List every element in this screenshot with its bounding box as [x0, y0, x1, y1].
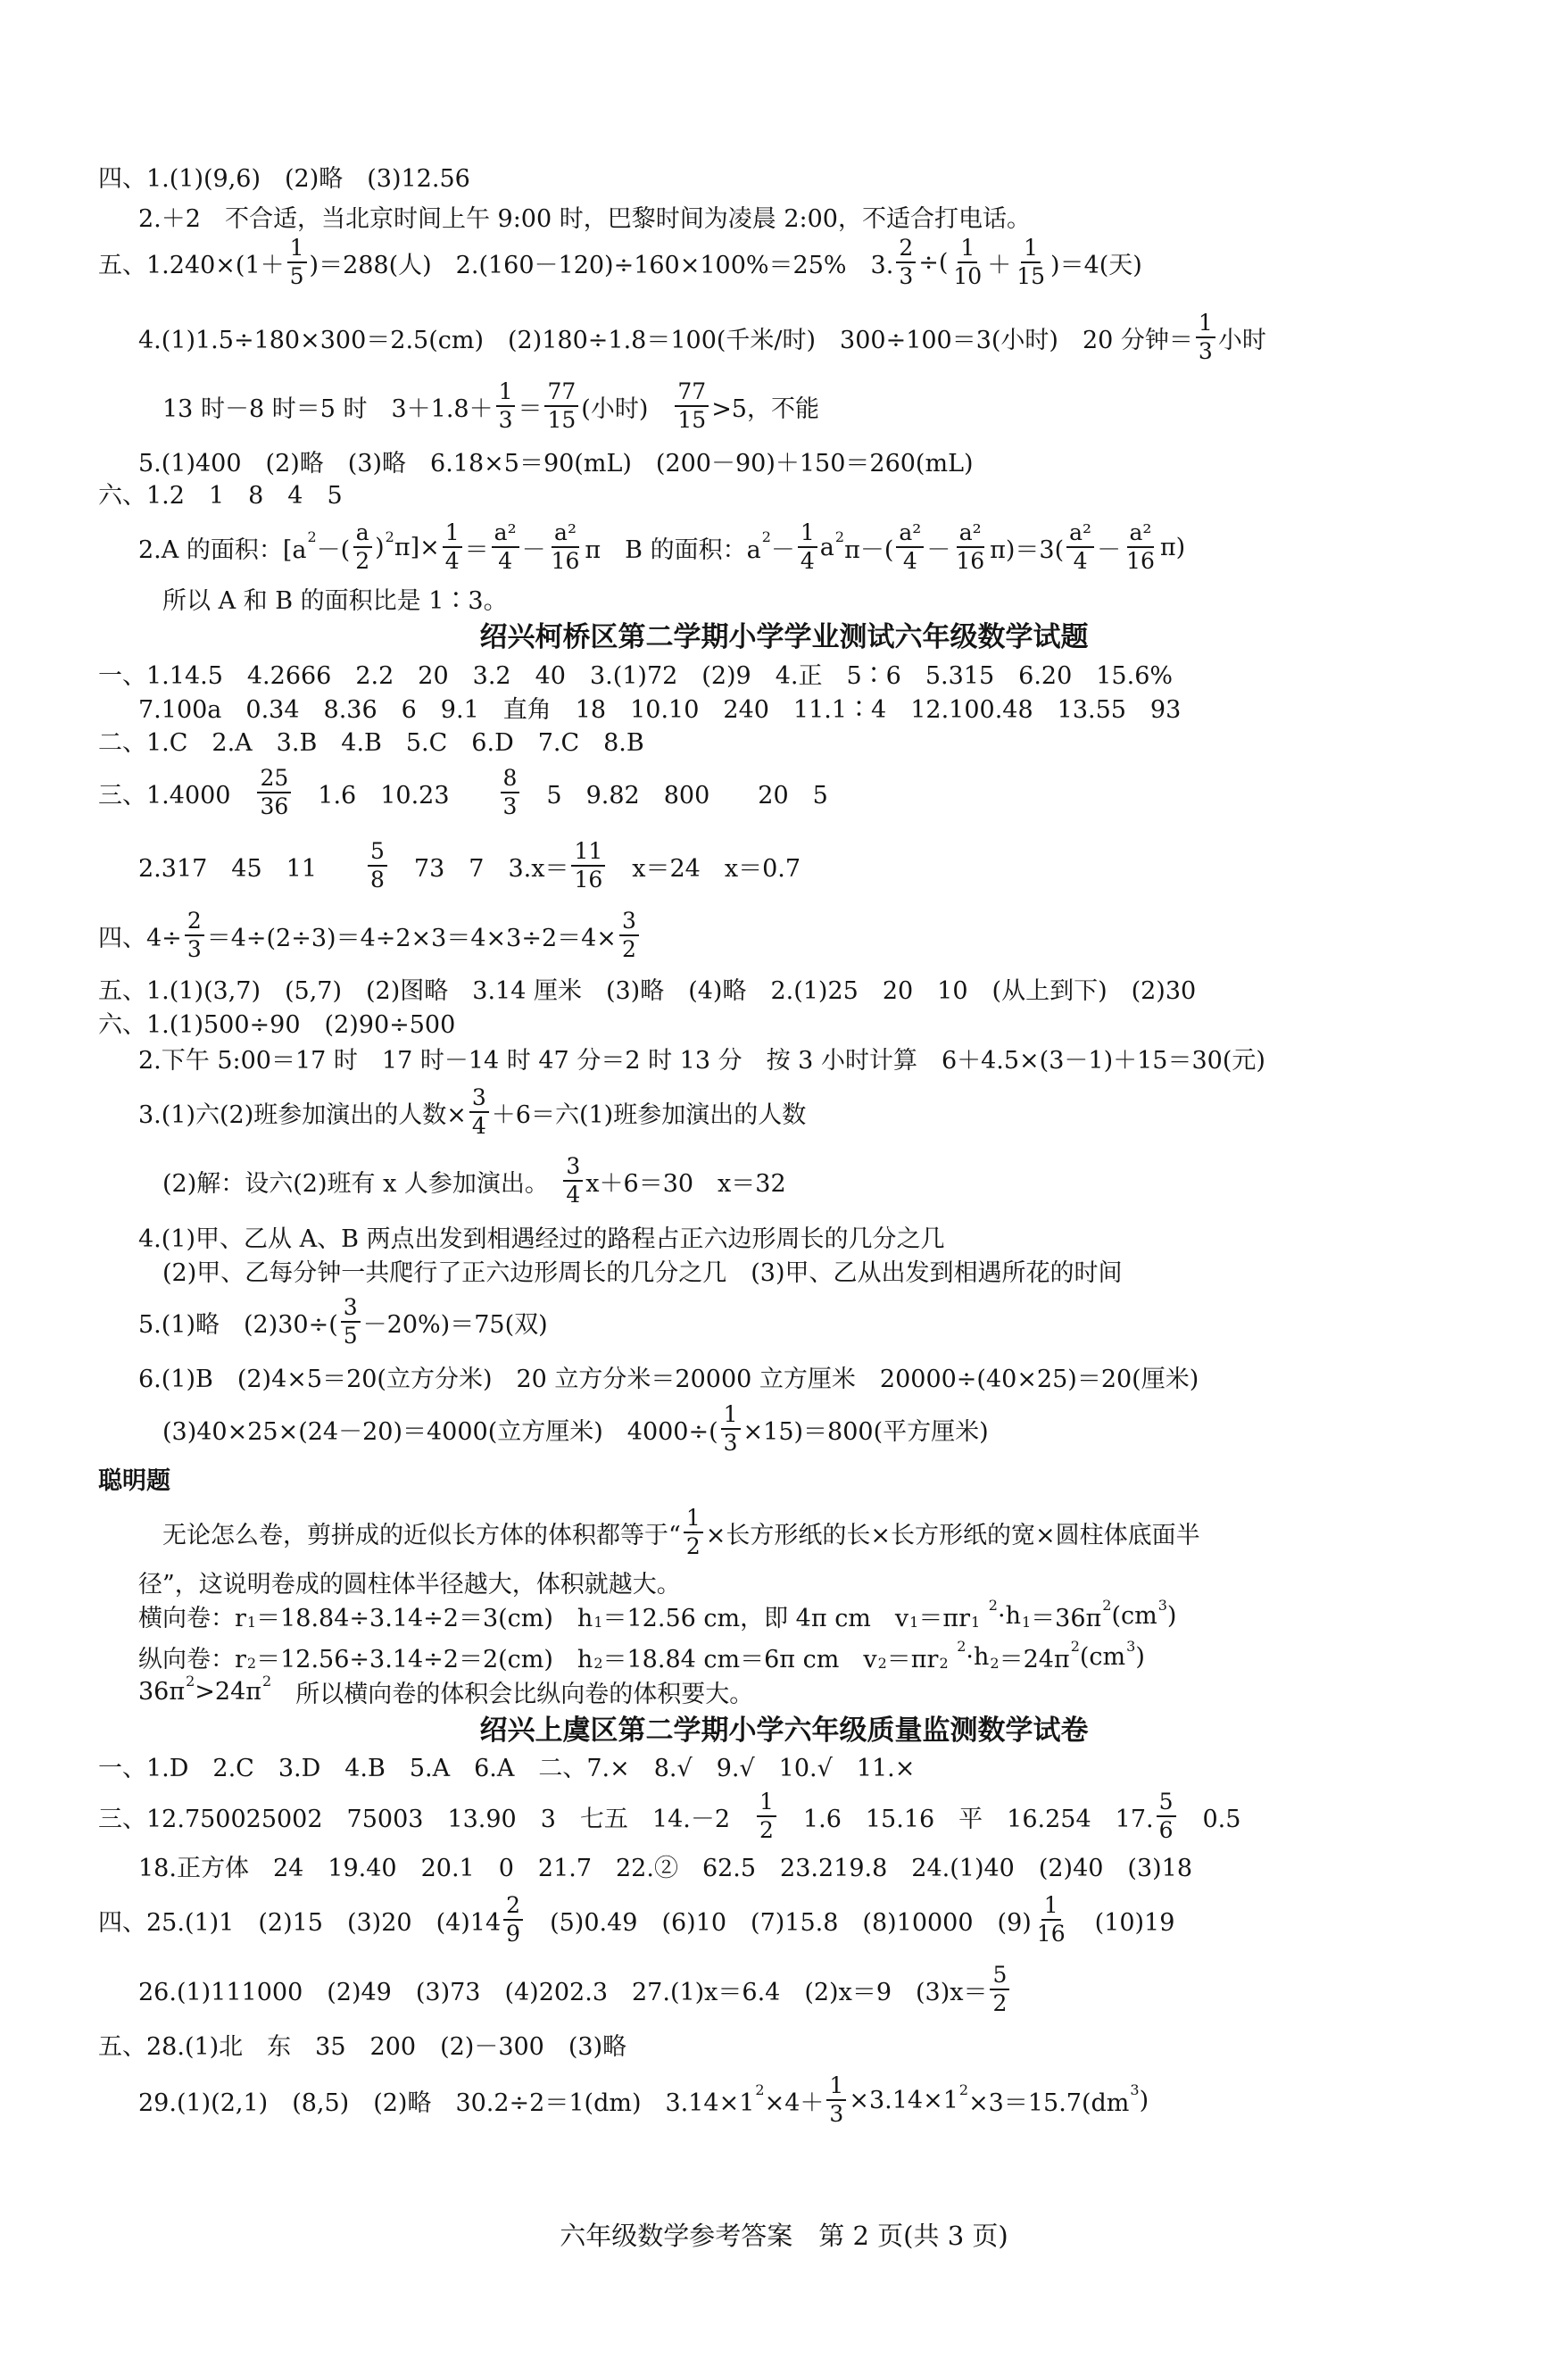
- s3-heading-line: [0, 1447, 1568, 1509]
- fraction: $\frac{\text{a²}}{4}$: [896, 521, 924, 574]
- fraction: $\frac{1}{3}$: [721, 1403, 741, 1456]
- fraction: $\frac{3}{4}$: [563, 1155, 583, 1208]
- s3-line-5: 36π 2 >24π 2 所以横向卷的体积会比纵向卷的体积要大。: [138, 1672, 754, 1708]
- s2-line-8: 六、1.(1)500÷90 (2)90÷500: [98, 1010, 456, 1039]
- s3-line-4: 纵向卷：r 2 ＝12.56÷3.14÷2＝2(cm) h 2 ＝18.84 cm＝6π cm v 2 ＝πr 2 2 ·h 2 ＝24π 2 (cm 3 ): [138, 1637, 1145, 1673]
- fraction: $\frac{25}{36}$: [257, 767, 291, 819]
- s4-line-3: 18.正方体 24 19.40 20.1 0 21.7 22.② 62.5 23.219.8 24.(1)40 (2)40 (3)18: [138, 1854, 1193, 1882]
- fraction: $\frac{\text{a²}}{4}$: [492, 521, 519, 574]
- s2-line-9: 2.下午 5:00＝17 时 17 时－14 时 47 分＝2 时 13 分 按 3 小时计算 6＋4.5×(3－1)＋15＝30(元): [138, 1046, 1265, 1075]
- section-title-keqiao: 绍兴柯桥区第二学期小学学业测试六年级数学试题: [479, 621, 1089, 653]
- section-title-shangyu: 绍兴上虞区第二学期小学六年级质量监测数学试卷: [479, 1715, 1089, 1747]
- fraction: $\frac{1}{2}$: [757, 1790, 776, 1843]
- s2-line-6: 四、4÷ $\frac{2}{3}$ ＝4÷(2÷3)＝4÷2×3＝4×3÷2＝4× $\frac{3}{2}$: [0, 904, 1568, 967]
- fraction: $\frac{11}{16}$: [571, 840, 605, 893]
- s3-line-3: 横向卷：r 1 ＝18.84÷3.14÷2＝3(cm) h 1 ＝12.56 cm，即 4π cm v 1 ＝πr 1 2 ·h 1 ＝36π 2 (cm 3 ): [138, 1596, 1177, 1632]
- fraction: $\frac{1}{3}$: [1196, 311, 1215, 364]
- s1-line-7: 六、1.2 1 8 4 5: [98, 481, 343, 510]
- fraction: $\frac{\text{a²}}{16}$: [956, 519, 985, 574]
- s1-line-3: 五、1.240×(1＋ $\frac{1}{5}$ )＝288(人) 2.(160－120)÷160×100%＝25% 3. $\frac{2}{3}$ ÷( $\frac{1}{10}$ ＋ $\frac{1}{15}$ )＝4(天): [98, 234, 1142, 289]
- fraction: $\frac{2}{3}$: [896, 237, 916, 289]
- fraction: $\frac{1}{5}$: [287, 237, 307, 289]
- fraction: $\frac{1}{2}$: [684, 1507, 703, 1559]
- fraction: $\frac{8}{3}$: [501, 767, 520, 819]
- fraction: $\frac{1}{4}$: [798, 521, 817, 574]
- s2-line-5: 2.317 45 11 $\frac{5}{8}$ 73 7 3.x＝ $\frac{11}{16}$ x＝24 x＝0.7: [138, 837, 801, 893]
- s2-line-3: 二、1.C 2.A 3.B 4.B 5.C 6.D 7.C 8.B: [98, 728, 644, 757]
- fraction: $\frac{77}{15}$: [675, 380, 709, 433]
- s1-line-5: 13 时－8 时＝5 时 3＋1.8＋ $\frac{1}{3}$ ＝ $\frac{77}{15}$ (小时) $\frac{77}{15}$ >5，不能: [162, 378, 819, 433]
- s1-line-1: 四、1.(1)(9,6) (2)略 (3)12.56: [98, 164, 470, 193]
- s4-line-1: 一、1.D 2.C 3.D 4.B 5.A 6.A 二、7.× 8.√ 9.√ 10.√ 11.×: [98, 1754, 916, 1782]
- s4-line-6: 五、28.(1)北 东 35 200 (2)－300 (3)略: [98, 2032, 627, 2061]
- s1-line-6: 5.(1)400 (2)略 (3)略 6.18×5＝90(mL) (200－90)＋150＝260(mL): [138, 449, 974, 477]
- fraction: $\frac{1}{10}$: [953, 234, 983, 289]
- page-footer: 六年级数学参考答案 第 2 页(共 3 页): [560, 2221, 1008, 2251]
- s3-line-2: 径”，这说明卷成的圆柱体半径越大，体积就越大。: [138, 1570, 681, 1599]
- fraction: $\frac{77}{15}$: [544, 380, 578, 433]
- fraction: $\frac{2}{3}$: [185, 909, 204, 962]
- fraction: $\frac{1}{4}$: [443, 521, 462, 574]
- s3-line-1: 无论怎么卷，剪拼成的近似长方体的体积都等于“ $\frac{1}{2}$ ×长方形纸的长×长方形纸的宽×圆柱体底面半: [162, 1504, 1200, 1559]
- s4-line-7: 29.(1)(2,1) (8,5) (2)略 30.2÷2＝1(dm) 3.14×1 2 ×4＋ $\frac{1}{3}$ ×3.14×1 2 ×3＝15.7(dm 3 ): [138, 2072, 1149, 2127]
- fraction: $\frac{1}{3}$: [826, 2074, 846, 2127]
- s2-line-10: 3.(1)六(2)班参加演出的人数× $\frac{3}{4}$ ＋6＝六(1)班参加演出的人数: [138, 1084, 807, 1139]
- s2-line-7: 五、1.(1)(3,7) (5,7) (2)图略 3.14 厘米 (3)略 (4)略 2.(1)25 20 10 (从上到下) (2)30: [98, 976, 1197, 1005]
- fraction: $\frac{a}{2}$: [353, 521, 372, 574]
- fraction: $\frac{1}{16}$: [1036, 1891, 1066, 1947]
- s4-line-4: 四、25.(1)1 (2)15 (3)20 (4)14 $\frac{2}{9}$ (5)0.49 (6)10 (7)15.8 (8)10000 (9) $\frac{1}{16}$ (10)19: [98, 1891, 1175, 1947]
- s4-line-5: 26.(1)111000 (2)49 (3)73 (4)202.3 27.(1)x＝6.4 (2)x＝9 (3)x＝ $\frac{5}{2}$: [0, 1958, 1568, 2021]
- fraction: $\frac{5}{6}$: [1157, 1790, 1176, 1843]
- fraction: $\frac{3}{5}$: [341, 1296, 361, 1349]
- s2-line-1: 一、1.14.5 4.2666 2.2 20 3.2 40 3.(1)72 (2)9 4.正 5∶6 5.315 6.20 15.6%: [98, 661, 1174, 690]
- s2-line-12: 4.(1)甲、乙从 A、B 两点出发到相遇经过的路程占正六边形周长的几分之几: [138, 1225, 945, 1253]
- fraction: $\frac{2}{9}$: [503, 1894, 523, 1947]
- s2-line-14: 5.(1)略 (2)30÷( $\frac{3}{5}$ －20%)＝75(双): [138, 1293, 548, 1349]
- s2-line-13: (2)甲、乙每分钟一共爬行了正六边形周长的几分之几 (3)甲、乙从出发到相遇所花的时间: [162, 1258, 1123, 1287]
- fraction: $\frac{\text{a²}}{16}$: [1126, 519, 1155, 574]
- s2-line-11: (2)解：设六(2)班有 x 人参加演出。 $\frac{3}{4}$ x＋6＝30 x＝32: [162, 1152, 786, 1208]
- fraction: $\frac{5}{2}$: [990, 1964, 1009, 2016]
- fraction: $\frac{3}{2}$: [619, 909, 639, 962]
- fraction: $\frac{\text{a²}}{16}$: [551, 519, 580, 574]
- s2-line-16: (3)40×25×(24－20)＝4000(立方厘米) 4000÷( $\frac{1}{3}$ ×15)＝800(平方厘米): [162, 1400, 989, 1456]
- s2-line-15: 6.(1)B (2)4×5＝20(立方分米) 20 立方分米＝20000 立方厘米 20000÷(40×25)＝20(厘米): [138, 1365, 1199, 1393]
- fraction: $\frac{1}{3}$: [496, 380, 516, 433]
- section-heading-clever-questions: 聪明题: [98, 1466, 170, 1495]
- s2-line-2: 7.100a 0.34 8.36 6 9.1 直角 18 10.10 240 11.1∶4 12.100.48 13.55 93: [138, 695, 1182, 724]
- s1-line-4: 4.(1)1.5÷180×300＝2.5(cm) (2)180÷1.8＝100(千米/时) 300÷100＝3(小时) 20 分钟＝ $\frac{1}{3}$ 小时: [138, 309, 1266, 364]
- fraction: $\frac{3}{4}$: [469, 1086, 489, 1139]
- s4-line-2: 三、12.750025002 75003 13.90 3 七五 14.－2 $\frac{1}{2}$ 1.6 15.16 平 16.254 17. $\frac{5}{6}$ 0.5: [98, 1788, 1241, 1843]
- s2-line-4: 三、1.4000 $\frac{25}{36}$ 1.6 10.23 $\frac{8}{3}$ 5 9.82 800 20 5: [98, 764, 828, 819]
- fraction: $\frac{1}{15}$: [1016, 234, 1046, 289]
- s1-line-2: 2.＋2 不合适，当北京时间上午 9:00 时，巴黎时间为凌晨 2:00，不适合打电话。: [138, 204, 1031, 233]
- s1-line-8: 2.A 的面积：[a 2 －( $\frac{a}{2}$ ) 2 π]× $\frac{1}{4}$ ＝ $\frac{\text{a²}}{4}$ － $\frac{\text{a²}}{16}$ π B 的面积：a 2 － $\frac{1}{4}$ a 2 π－( $\frac{\text{a²}}{4}$ － $\frac{\text{a²}}{16}$ π)＝3( $\frac{\text{a²}}{4}$ － $\frac{\text{a²}}{16}$ π): [138, 519, 1186, 574]
- fraction: $\frac{5}{8}$: [368, 840, 387, 893]
- s1-line-9: 所以 A 和 B 的面积比是 1∶3。: [162, 586, 508, 615]
- fraction: $\frac{\text{a²}}{4}$: [1066, 521, 1094, 574]
